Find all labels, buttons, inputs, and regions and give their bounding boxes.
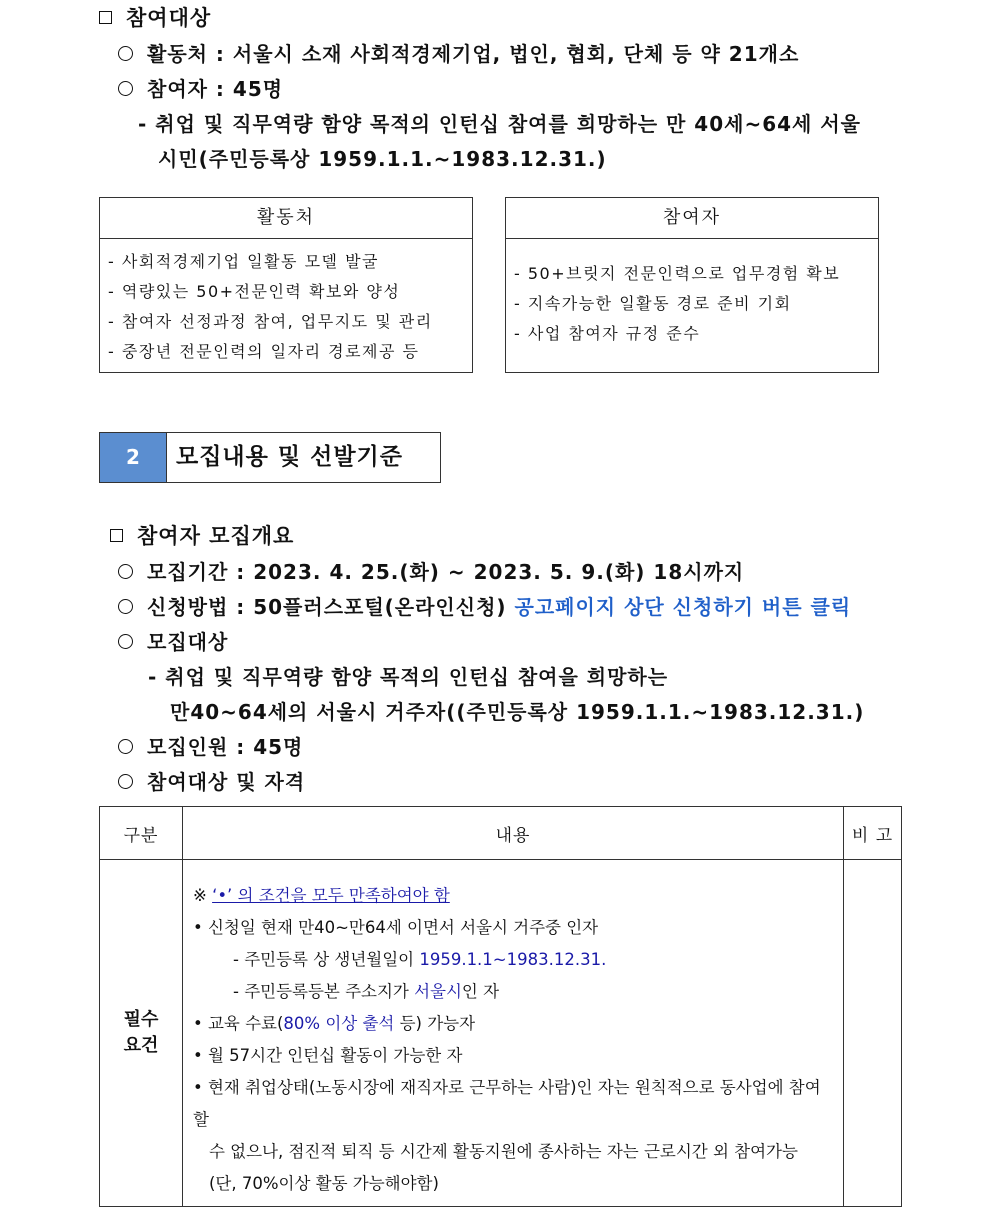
recruit-count-line: 모집인원 : 45명 [118, 731, 303, 760]
participant-box [505, 197, 879, 373]
circle-bullet-icon [118, 81, 133, 96]
circle-bullet-icon [118, 774, 133, 789]
activity-line: 활동처 : 서울시 소재 사회적경제기업, 법인, 협회, 단체 등 약 21개소 [118, 38, 799, 67]
activity-box-title: 활동처 [100, 198, 472, 239]
activity-box-item: - 중장년 전문인력의 일자리 경로제공 등 [108, 342, 420, 361]
recruit-target-line: 모집대상 [118, 626, 228, 655]
square-bullet-icon [110, 529, 123, 542]
activity-box [99, 197, 473, 373]
col-note: 비 고 [844, 807, 902, 860]
sub-birthdate: - 주민등록 상 생년월일이 1959.1.1~1983.12.31. [233, 950, 607, 969]
qualification-table [99, 806, 902, 1207]
circle-bullet-icon [118, 599, 133, 614]
method-note: 공고페이지 상단 신청하기 버튼 클릭 [514, 595, 852, 619]
participant-box-item: - 지속가능한 일활동 경로 준비 기회 [514, 294, 792, 313]
circle-bullet-icon [118, 739, 133, 754]
bullet-education: • 교육 수료(80% 이상 출석 등) 가능자 [193, 1014, 476, 1033]
condition-note: ※ ‘•’ 의 조건을 모두 만족하여야 함 [193, 886, 450, 905]
activity-box-item: - 역량있는 50+전문인력 확보와 양성 [108, 282, 401, 301]
col-category: 구분 [100, 807, 183, 860]
recruit-method-line: 신청방법 : 50플러스포털(온라인신청) 공고페이지 상단 신청하기 버튼 클릭 [118, 591, 851, 620]
participant-desc-line1: - 취업 및 직무역량 함양 목적의 인턴십 참여를 희망하는 만 40세~64세 서울 [138, 112, 861, 136]
bullet-employment-1: • 현재 취업상태(노동시장에 재직자로 근무하는 사람)인 자는 원칙적으로 동사업에 참여 할 [193, 1078, 821, 1129]
sub-address: - 주민등록등본 주소지가 서울시인 자 [233, 982, 500, 1001]
section-number: 2 [100, 433, 167, 482]
row-content [183, 860, 844, 1207]
participant-box-item: - 50+브릿지 전문인력으로 업무경험 확보 [514, 264, 841, 283]
section-heading-participants: 참여대상 [99, 2, 211, 32]
recruit-target-desc1: - 취업 및 직무역량 함양 목적의 인턴십 참여을 희망하는 [148, 665, 669, 689]
bullet-employment-3: (단, 70%이상 활동 가능해야함) [209, 1174, 439, 1193]
participant-desc-line2: 시민(주민등록상 1959.1.1.~1983.12.31.) [158, 147, 607, 171]
participant-box-item: - 사업 참여자 규정 준수 [514, 324, 701, 343]
bullet-age-residence: • 신청일 현재 만40~만64세 이면서 서울시 거주중 인자 [193, 918, 599, 937]
section-2-header [99, 432, 441, 483]
table-header-row [100, 807, 902, 860]
recruit-heading: 참여자 모집개요 [110, 520, 294, 550]
recruit-period-line: 모집기간 : 2023. 4. 25.(화) ~ 2023. 5. 9.(화) 18시까지 [118, 556, 744, 585]
activity-box-item: - 사회적경제기업 일활동 모델 발굴 [108, 252, 380, 271]
col-content: 내용 [183, 807, 844, 860]
activity-box-item: - 참여자 선정과정 참여, 업무지도 및 관리 [108, 312, 433, 331]
section-title: 모집내용 및 선발기준 [176, 444, 403, 470]
recruit-qualification-line: 참여대상 및 자격 [118, 766, 305, 795]
circle-bullet-icon [118, 46, 133, 61]
row-label: 필수 요건 [100, 860, 183, 1207]
bullet-hours: • 월 57시간 인턴십 활동이 가능한 자 [193, 1046, 463, 1065]
circle-bullet-icon [118, 564, 133, 579]
recruit-target-desc2: 만40~64세의 서울시 거주자((주민등록상 1959.1.1.~1983.12.31.) [170, 700, 865, 724]
circle-bullet-icon [118, 634, 133, 649]
bullet-employment-2: 수 없으나, 점진적 퇴직 등 시간제 활동지원에 종사하는 자는 근로시간 외 참여가능 [209, 1142, 798, 1161]
participant-line: 참여자 : 45명 [118, 73, 283, 102]
row-note [844, 860, 902, 1207]
square-bullet-icon [99, 11, 112, 24]
participant-box-title: 참여자 [506, 198, 878, 239]
table-row [100, 860, 902, 1207]
